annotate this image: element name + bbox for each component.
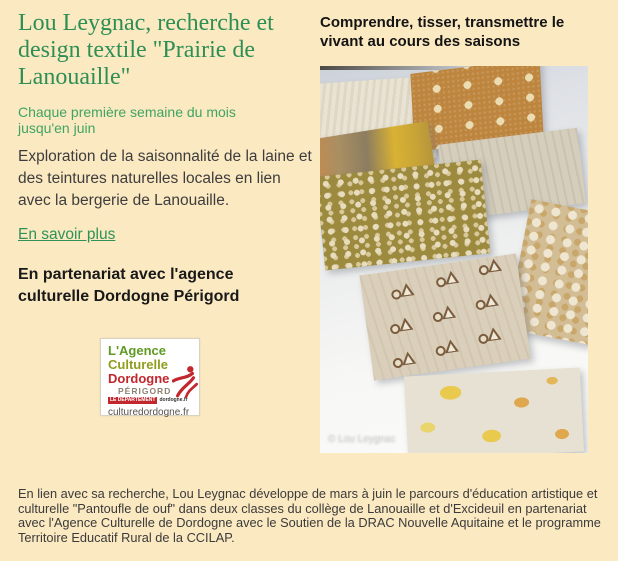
shell-motif-icon	[444, 270, 460, 285]
shell-motif-icon	[483, 293, 499, 308]
page-title: Lou Leygnac, recherche et design textile "Prairie de Lanouaille"	[18, 10, 274, 90]
logo-website-text: culturedordogne.fr	[108, 407, 190, 418]
footer-paragraph: En lien avec sa recherche, Lou Leygnac développe de mars à juin le parcours d'éducation artistique et culturelle "Pantoufle de ouf" dans deux classes du collège de Lanouaille et d'Excideuil en partenariat avec l'Agence Culturelle de Dordogne avec le Soutien de la DRAC Nouvelle Aquitaine et le programme Territoire Educatif Rural de la CCILAP.	[18, 486, 601, 545]
description-text: Exploration de la saisonnalité de la laine et des teintures naturelles locales en lien avec la bergerie de Lanouaille.	[18, 148, 312, 209]
photo-heading: Comprendre, tisser, transmettre le vivant au cours des saisons	[320, 14, 565, 50]
logo-line-culturelle: Culturelle	[108, 357, 168, 372]
learn-more-link[interactable]: En savoir plus	[18, 226, 116, 243]
photo-credit: © Lou Leygnac	[328, 434, 396, 445]
logo-line-dordogne: Dordogne	[108, 371, 170, 386]
shell-motif-icon	[486, 258, 502, 273]
schedule-subtitle: Chaque première semaine du mois jusqu'en juin	[18, 104, 236, 136]
dancer-figure-icon	[172, 365, 198, 399]
departement-banner-url: dordogne.fr	[159, 397, 188, 403]
shell-motif-icon	[440, 305, 456, 320]
swatch-shell-motifs	[359, 254, 530, 381]
shell-motif-icon	[486, 326, 502, 341]
textile-samples-photo	[320, 66, 588, 453]
shell-motif-icon	[399, 282, 415, 297]
departement-banner-label: LE DÉPARTEMENT	[110, 397, 156, 403]
shell-motif-icon	[398, 317, 414, 332]
shell-motif-icon	[401, 351, 417, 366]
partnership-text: En partenariat avec l'agence culturelle Dordogne Périgord	[18, 266, 240, 305]
logo-line-perigord: PÉRIGORD	[118, 386, 172, 396]
swatch-yellow-blotch	[404, 367, 584, 453]
agency-logo[interactable]	[100, 338, 200, 416]
shell-motif-icon	[443, 339, 459, 354]
swatch-olive-fleck	[320, 160, 490, 271]
logo-line-agence: L'Agence	[108, 343, 166, 358]
